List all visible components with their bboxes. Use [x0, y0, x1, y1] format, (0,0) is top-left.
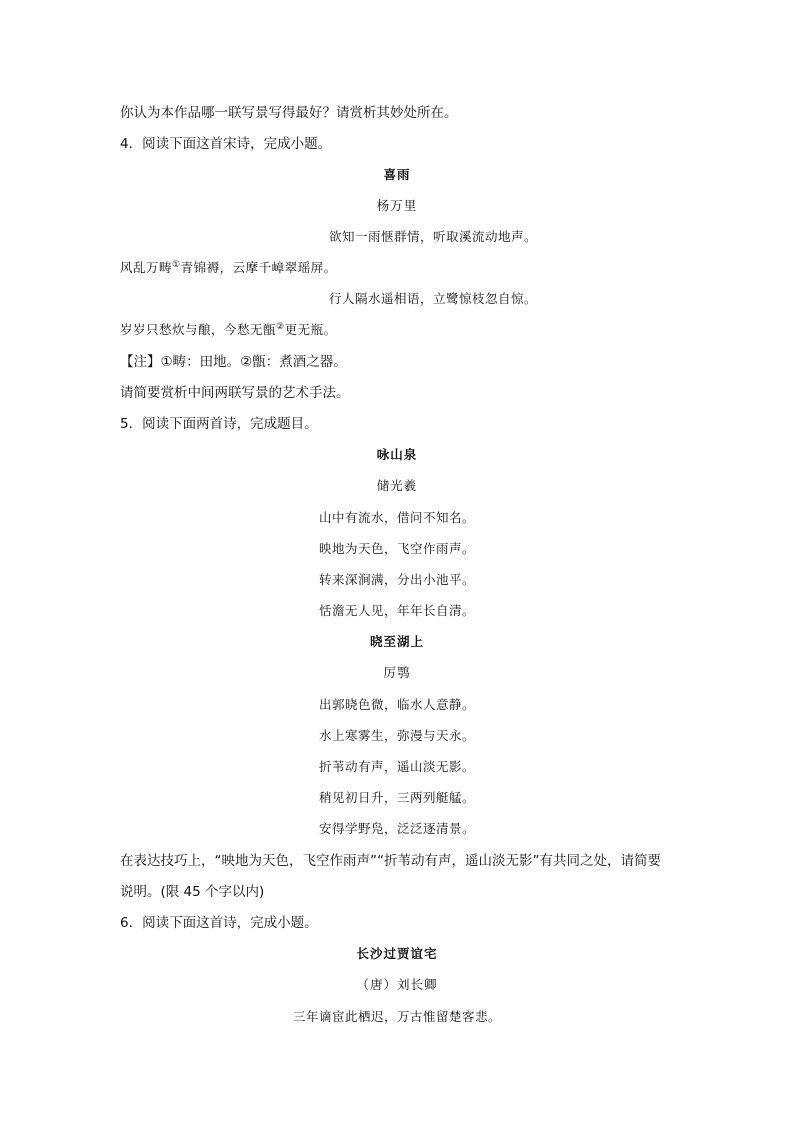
- q5-poem2-line: 安得学野凫，泛泛逐清景。: [318, 821, 475, 836]
- q5-poem1-title: 咏山泉: [376, 447, 418, 462]
- q4-poem-title: 喜雨: [383, 167, 411, 182]
- footnote-marker-1: ①: [172, 259, 181, 270]
- q5-poem1-line: 转来深涧满，分出小池平。: [318, 572, 475, 587]
- q4-heading: 4．阅读下面这首宋诗，完成小题。: [120, 136, 332, 152]
- q5-poem1-line: 映地为天色，飞空作雨声。: [318, 541, 475, 556]
- q4-note: 【注】①畴：田地。②甑：煮酒之器。: [120, 354, 347, 370]
- q5-question-line-1: 在表达技巧上，“映地为天色，飞空作雨声”“折苇动有声，遥山淡无影”有共同之处，请简要: [120, 853, 661, 869]
- footnote-marker-2: ②: [276, 321, 285, 332]
- q5-poem2-line: 折苇动有声，遥山淡无影。: [318, 759, 475, 774]
- q4-poem-line-4: [120, 321, 337, 339]
- q5-poem2-line: 出郭晓色微，临水人意静。: [318, 697, 475, 712]
- q4-poem-line-2-b: 青锦褥，云摩千嶂翠瑶屏。: [180, 260, 337, 275]
- q5-poem1-author: 储光羲: [376, 478, 418, 493]
- q5-poem1-line: 恬澹无人见，年年长自清。: [318, 603, 475, 618]
- q5-question-line-2: 说明。(限 45 个字以内): [120, 884, 265, 900]
- q5-poem2-title: 晓至湖上: [369, 634, 424, 649]
- q4-poem-line-2: [120, 259, 337, 277]
- q5-heading: 5．阅读下面两首诗，完成题目。: [120, 416, 318, 432]
- q4-poem-line-4-a: 岁岁只愁炊与酿，今愁无甑: [120, 322, 277, 337]
- q4-poem-line-1: 欲知一雨惬群情，听取溪流动地声。: [328, 229, 537, 244]
- q5-poem2-author: 厉鹗: [383, 665, 411, 680]
- q6-poem-line-1: 三年谪宦此栖迟，万古惟留楚客悲。: [292, 1009, 501, 1024]
- q5-poem1-line: 山中有流水，借问不知名。: [318, 510, 475, 525]
- q6-poem-author: （唐）刘长卿: [356, 977, 438, 992]
- q3-prompt: 你认为本作品哪一联写景写得最好？请赏析其妙处所在。: [120, 105, 458, 121]
- q6-poem-title: 长沙过贾谊宅: [356, 946, 438, 961]
- q4-poem-author: 杨万里: [376, 198, 418, 213]
- q4-poem-line-4-b: 更无瓶。: [284, 322, 337, 337]
- q6-heading: 6．阅读下面这首诗，完成小题。: [120, 915, 318, 931]
- q5-poem2-line: 稍见初日升，三两列艇艋。: [318, 790, 475, 805]
- q4-question: 请简要赏析中间两联写景的艺术手法。: [120, 385, 350, 401]
- q4-poem-line-2-a: 风乱万畴: [120, 260, 173, 275]
- q4-poem-line-3: 行人隔水遥相语，立鹭惊枝忽自惊。: [328, 291, 537, 306]
- q5-poem2-line: 水上寒雾生，弥漫与天永。: [318, 728, 475, 743]
